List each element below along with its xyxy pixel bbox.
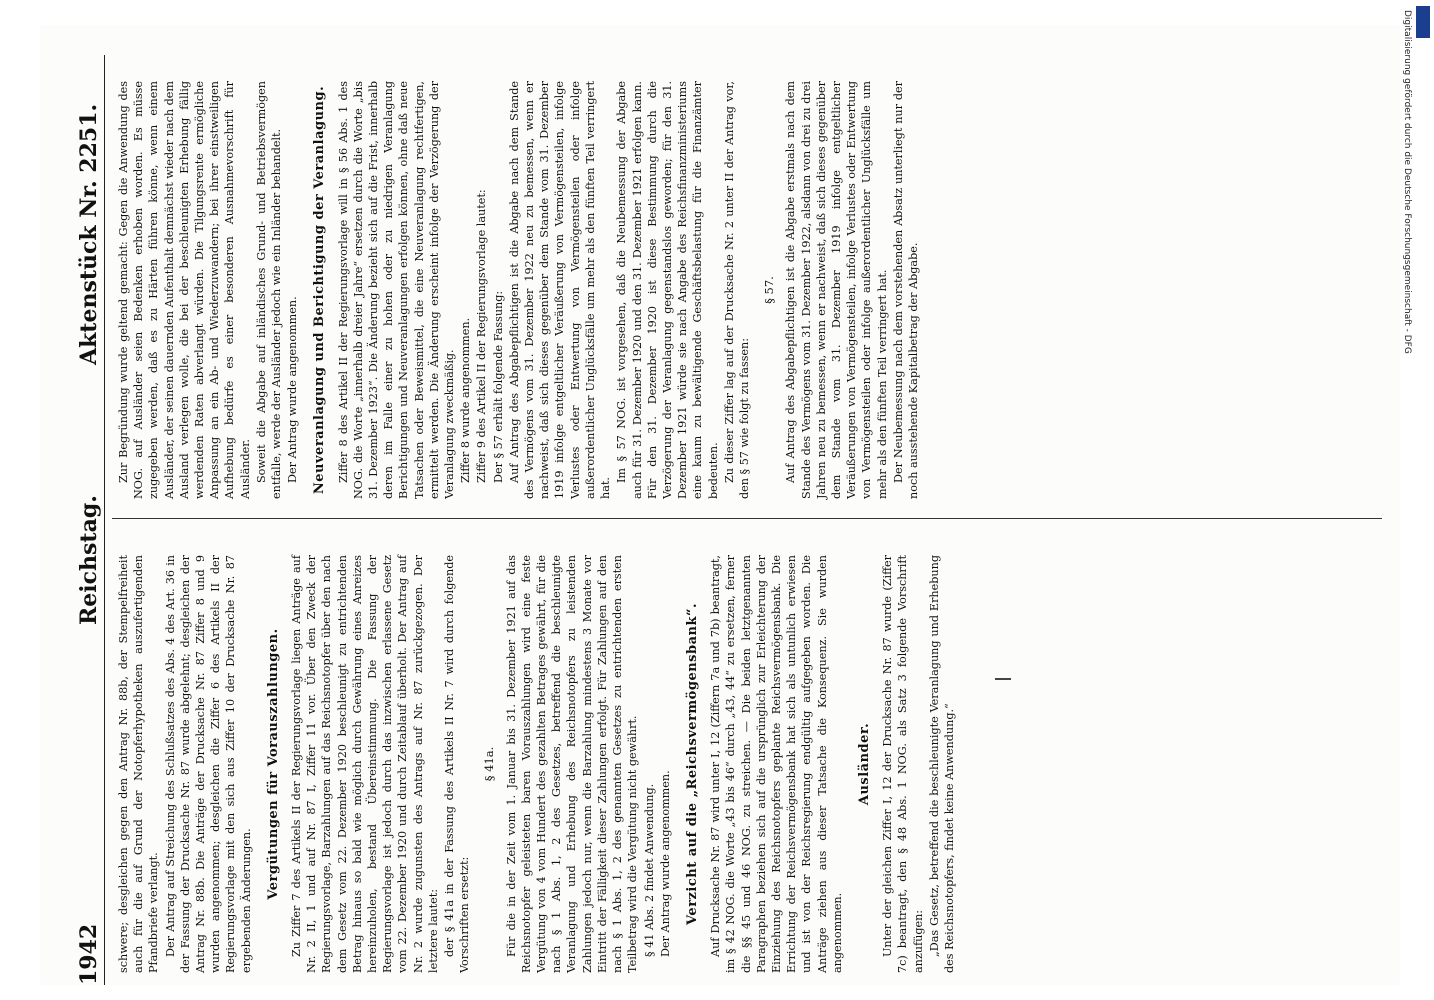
text-paragraph: Der Antrag auf Streichung des Schlußsatzes des Abs. 4 des Art. 36 in der Fassung der Drucksache Nr. 87 wurde abgelehnt; desgleichen der Antrag Nr. 88b. Die Anträge der Drucksache Nr. 87 Ziffer 8 und 9 wurden angenommen; desgleichen die Ziffer 6 des Artikels II der Regierungsvorlage mit den sich aus Ziffer 10 der Drucksache Nr. 87 ergebenden Änderungen. <box>163 555 253 973</box>
column-divider <box>112 518 1382 519</box>
page-number: 1942 <box>76 923 102 985</box>
section-heading: Verzicht auf die „Reichsvermögensbank“. <box>684 603 700 925</box>
right-column <box>116 81 922 499</box>
header-title: Reichstag. <box>76 495 102 625</box>
paragraph-symbol-heading: § 41a. <box>482 746 497 782</box>
text-paragraph: Ziffer 8 wurde angenommen. <box>459 317 473 483</box>
text-paragraph: Ziffer 9 des Artikel II der Regierungsvorlage lautet: <box>475 189 489 483</box>
text-paragraph: Im § 57 NOG. ist vorgesehen, daß die Neubemessung der Abgabe auch für 31. Dezember 1920 und den 31. Dezember 1921 erfolgen kann. Für den 31. Dezember 1920 ist diese Bestimmung durch die Verzögerung der Veranlagung gegenstandslos geworden; für den 31. Dezember 1921 würde sie nach Angabe des Reichsfinanzministeriums eine kaum zu bewältigende Geschäftsbelastung für die Finanzämter bedeuten. <box>615 81 720 499</box>
text-paragraph: Der Antrag wurde angenommen. <box>658 770 672 957</box>
text-paragraph: „Das Gesetz, betreffend die beschleunigte Veranlagung und Erhebung des Reichsnotopfers, findet keine Anwendung.“ <box>927 555 956 973</box>
text-paragraph: Auf Drucksache Nr. 87 wird unter I, 12 (Ziffern 7a und 7b) beantragt, im § 42 NOG. die Worte „43 bis 46“ durch „43, 44“ zu ersetzen, ferner die §§ 45 und 46 NOG. zu streichen. — Die beiden letztgenannten Paragraphen beziehen sich auf die ursprünglich zur Erleichterung der Einziehung des Reichsnotopfers geplante Reichsvermögensbank. Die Errichtung der Reichsvermögensbank hat sich als untunlich erwiesen und ist von der Reichsregierung endgültig aufgegeben worden. Die Anträge ziehen aus dieser Tatsache die Konsequenz. Sie wurden angenommen. <box>709 555 844 973</box>
paragraph-symbol-heading: § 57. <box>762 276 777 304</box>
text-paragraph: Der § 57 erhält folgende Fassung: <box>491 290 505 483</box>
text-paragraph: § 41 Abs. 2 findet Anwendung. <box>642 783 656 957</box>
text-paragraph: Unter der gleichen Ziffer I, 12 der Drucksache Nr. 87 wurde (Ziffer 7c) beantragt, den § 48 Abs. 1 NOG. als Satz 3 folgende Vorschrift anzufügen: <box>881 555 925 973</box>
text-paragraph: Soweit die Abgabe auf inländisches Grund- und Betriebsvermögen entfalle, werde der Ausländer jedoch wie ein Inländer behandelt. <box>254 81 284 499</box>
digitization-note-text: Digitalisierung gefördert durch die Deutsche Forschungsgemeinschaft - DFG <box>1402 10 1412 354</box>
text-paragraph: Zur Begründung wurde geltend gemacht: Gegen die Anwendung des NOG. auf Ausländer seien Bedenken erhoben worden. Es müsse zugegeben werden, daß es zu Härten führen könne, wenn einem Ausländer, der seinen dauernden Aufenthalt demnächst wieder nach dem Ausland verlegen wolle, die bei der beschleunigten Erhebung fällig werdenden Raten abverlangt würden. Die Tilgungsrente ermögliche Anpassung an ein Ab- und Wiederzuwandern; bei ihrer einstweiligen Aufhebung bedürfe es einer besonderen Ausnahmevorschrift für Ausländer. <box>117 81 252 499</box>
text-paragraph: Auf Antrag des Abgabepflichtigen ist die Abgabe erstmals nach dem Stande des Vermögens vom 31. Dezember 1922, alsdann von drei zu drei Jahren neu zu bemessen, wenn er nachweist, daß sich dieses gegenüber dem Stande vom 31. Dezember 1919 infolge entgeltlicher Veräußerungen von Vermögensteilen, infolge Verlustes oder Entwertung von Vermögensteilen oder infolge außerordentlicher Unglücksfälle um mehr als den fünften Teil verringert hat. <box>784 81 889 499</box>
text-paragraph: der § 41a in der Fassung des Artikels II Nr. 7 wird durch folgende Vorschriften ersetzt: <box>443 555 472 973</box>
page-header <box>68 55 105 985</box>
text-paragraph: Für die in der Zeit vom 1. Januar bis 31. Dezember 1921 auf das Reichsnotopfer geleisteten baren Vorauszahlungen wird eine feste Vergütung von 4 vom Hundert des gezahlten Betrages gewährt, für die nach § 1 Abs. 1, 2 des Gesetzes, betreffend die beschleunigte Veranlagung und Erhebung des Reichsnotopfers zu leistenden Zahlungen jedoch nur, wenn die Barzahlung mindestens 3 Monate vor Eintritt der Fälligkeit dieser Zahlungen erfolgt. Für Zahlungen auf den nach § 1 Abs. 1, 2 des genannten Gesetzes zu entrichtenden ersten Teilbetrag wird die Vergütung nicht gewährt. <box>504 555 640 973</box>
section-heading: Neuveranlagung und Berichtigung der Veranlagung. <box>312 85 328 495</box>
text-paragraph: Der Antrag wurde angenommen. <box>286 296 300 483</box>
text-paragraph: Zu Ziffer 7 des Artikels II der Regierungsvorlage liegen Anträge auf Nr. 2 II, 1 und auf Nr. 87 I, Ziffer 11 vor. Über den Zweck der Regierungsvorlage, Barzahlungen auf das Reichsnotopfer über den nach dem Gesetz vom 22. Dezember 1920 beschleunigt zu entrichtenden Betrag hinaus so bald wie möglich durch Gewährung eines Anreizes hereinzuholen, bestand Übereinstimmung. Die Fassung der Regierungsvorlage ist jedoch durch das inzwischen erlassene Gesetz vom 22. Dezember 1920 und durch Zeitablauf überholt. Der Antrag auf Nr. 2 wurde zugunsten des Antrags auf Nr. 87 zurückgezogen. Der letztere lautet: <box>290 555 440 973</box>
left-column <box>116 555 958 973</box>
text-paragraph: Auf Antrag des Abgabepflichtigen ist die Abgabe nach dem Stande des Vermögens vom 31. Dezember 1922 neu zu bemessen, wenn er nachweist, daß sich dieses gegenüber dem Stande vom 31. Dezember 1919 infolge entgeltlicher Veräußerung von Vermögensteilen, infolge Verlustes oder Entwertung von Vermögensteilen oder infolge außerordentlicher Unglücksfälle um mehr als den fünften Teil verringert hat. <box>507 81 613 499</box>
document-reference: Aktenstück Nr. 2251. <box>76 103 102 365</box>
scanned-page <box>40 25 1400 985</box>
dfg-logo <box>1416 6 1430 38</box>
text-paragraph: schwere; desgleichen gegen den Antrag Nr. 88b, der Stempelfreiheit auch für die auf Grund der Notopferhypotheken auszufertigenden Pfandbriefe verlangt. <box>117 555 161 973</box>
digitization-note <box>1402 10 1428 870</box>
text-paragraph: Ziffer 8 des Artikel II der Regierungsvorlage will in § 56 Abs. 1 des NOG. die Worte „innerhalb dreier Jahre“ ersetzen durch die Worte „bis 31. Dezember 1923“. Die Änderung bezieht sich auf die Frist, innerhalb deren im Falle einer zu hohen oder zu niedrigen Veranlagung Berichtigungen und Neuveranlagungen erfolgen können, ohne daß neue Tatsachen oder Beweismittel, die eine Neuveranlagung rechtfertigen, ermittelt werden. Die Änderung erscheint infolge der Verzögerung der Veranlagung zweckmäßig. <box>336 81 457 499</box>
text-paragraph: Der Neubemessung nach dem vorstehenden Absatz unterliegt nur der noch ausstehende Kapitalbetrag der Abgabe. <box>891 81 920 499</box>
scan-mark <box>995 678 1011 680</box>
section-heading: Ausländer. <box>856 722 872 806</box>
section-heading: Vergütungen für Vorauszahlungen. <box>265 628 281 900</box>
text-paragraph: Zu dieser Ziffer lag auf der Drucksache Nr. 2 unter II der Antrag vor, den § 57 wie folgt zu fassen: <box>722 81 751 499</box>
